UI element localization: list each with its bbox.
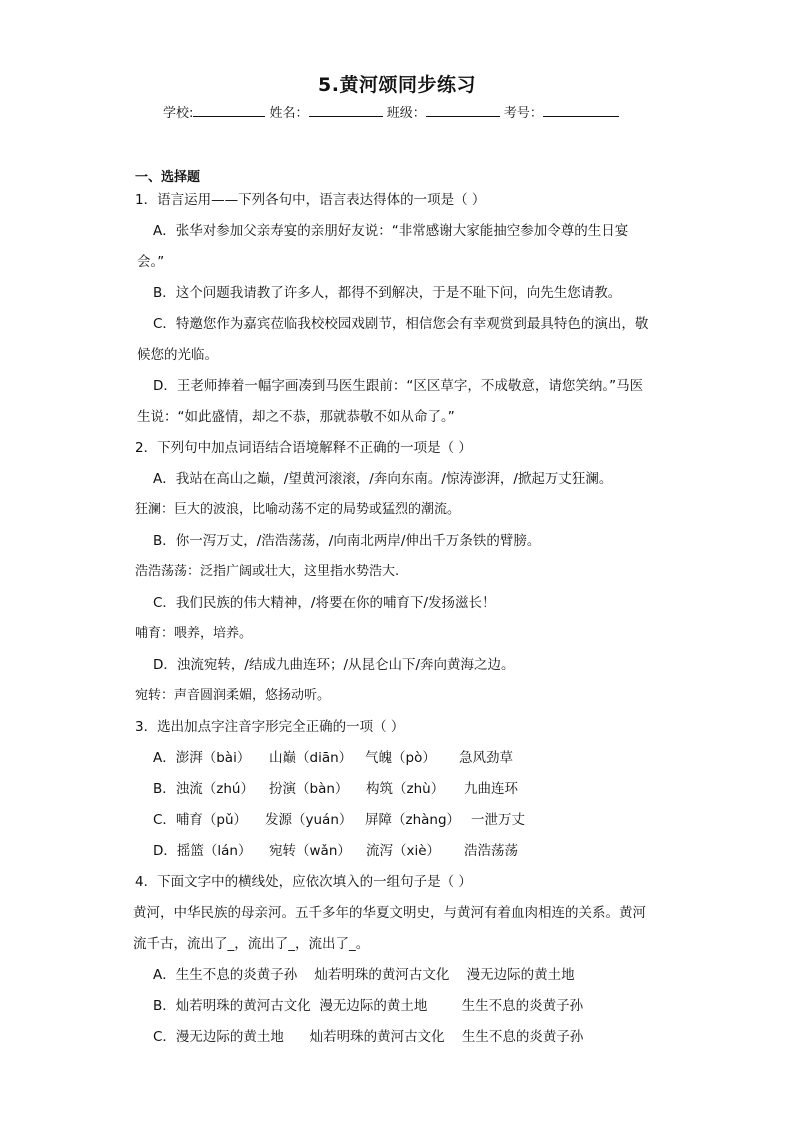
q3-b-item3: 构筑（zhù） xyxy=(366,781,445,797)
q3-d-item2: 宛转（wǎn） xyxy=(269,843,351,859)
q3-c-item2: 发源（yuán） xyxy=(265,812,353,828)
q1-stem: 1．语言运用——下列各句中，语言表达得体的一项是（ ） xyxy=(135,192,486,208)
q4-passage-line2: 流千古，流出了_，流出了_，流出了_。 xyxy=(133,936,370,952)
q2-option-d: D．浊流宛转，/结成九曲连环；/从昆仑山下/奔向黄海之边。 xyxy=(153,657,515,673)
q2-option-d-note: 宛转：声音圆润柔媚，悠扬动听。 xyxy=(135,688,331,703)
q4-passage-line1: 黄河，中华民族的母亲河。五千多年的华夏文明史，与黄河有着血肉相连的关系。黄河 xyxy=(133,905,646,921)
student-info-row xyxy=(163,102,643,121)
q1-option-b: B．这个问题我请教了许多人，都得不到解决，于是不耻下问，向先生您请教。 xyxy=(153,285,622,301)
q2-option-b: B．你一泻万丈，/浩浩荡荡，/向南北两岸/伸出千万条铁的臂膀。 xyxy=(153,533,541,549)
q3-a-item2: 山巅（diān） xyxy=(269,750,353,766)
q3-option-c xyxy=(153,810,525,830)
q1-option-c-cont: 候您的光临。 xyxy=(137,347,218,363)
q3-b-item4: 九曲连环 xyxy=(464,781,518,797)
q3-c-item4: 一泄万丈 xyxy=(471,812,525,828)
q3-a-item3: 气魄（pò） xyxy=(365,750,436,766)
q3-option-a xyxy=(153,748,513,768)
q3-c-item3: 屏障（zhàng） xyxy=(365,812,461,828)
q2-stem: 2．下列句中加点词语结合语境解释不正确的一项是（ ） xyxy=(135,440,472,456)
school-blank[interactable] xyxy=(193,102,265,117)
q3-option-b xyxy=(153,779,518,799)
q2-option-c-note: 哺育：喂养，培养。 xyxy=(135,626,253,641)
q3-option-d xyxy=(153,841,518,861)
q3-b-item1: B．浊流（zhú） xyxy=(153,781,254,797)
school-label: 学校: xyxy=(163,106,194,121)
q1-option-c: C．特邀您作为嘉宾莅临我校校园戏剧节，相信您会有幸观赏到最具特色的演出，敬 xyxy=(153,316,649,332)
q3-d-item3: 流泻（xiè） xyxy=(366,843,441,859)
name-label: 姓名： xyxy=(269,106,309,121)
q3-a-item4: 急风劲草 xyxy=(459,750,513,766)
q2-option-c: C．我们民族的伟大精神，/将要在你的哺育下/发扬滋长！ xyxy=(153,595,496,611)
page-title: 5.黄河颂同步练习 xyxy=(318,74,476,96)
q4-stem: 4．下面文字中的横线处，应依次填入的一组句子是（ ） xyxy=(135,874,472,890)
q4-option-b: B．灿若明珠的黄河古文化 漫无边际的黄土地 生生不息的炎黄子孙 xyxy=(153,998,584,1014)
exam-number-blank[interactable] xyxy=(543,102,619,117)
section-heading: 一、选择题 xyxy=(135,170,201,185)
q3-a-item1: A．澎湃（bài） xyxy=(153,750,251,766)
name-blank[interactable] xyxy=(309,102,383,117)
q3-d-item1: D．摇篮（lán） xyxy=(153,843,252,859)
q2-option-b-note: 浩浩荡荡：泛指广阔或壮大，这里指水势浩大. xyxy=(135,564,400,579)
q4-option-a: A．生生不息的炎黄子孙 灿若明珠的黄河古文化 漫无边际的黄土地 xyxy=(153,967,575,983)
q3-c-item1: C．哺育（pǔ） xyxy=(153,812,248,828)
q3-b-item2: 扮演（bàn） xyxy=(269,781,349,797)
q2-option-a-note: 狂澜：巨大的波浪，比喻动荡不定的局势或猛烈的潮流。 xyxy=(135,502,461,517)
q1-option-a: A．张华对参加父亲寿宴的亲朋好友说：“非常感谢大家能抽空参加令尊的生日宴 xyxy=(153,223,629,239)
class-blank[interactable] xyxy=(426,102,500,117)
q3-d-item4: 浩浩荡荡 xyxy=(464,843,518,859)
class-label: 班级： xyxy=(386,106,426,121)
q2-option-a: A．我站在高山之巅，/望黄河滚滚，/奔向东南。/惊涛澎湃，/掀起万丈狂澜。 xyxy=(153,471,613,487)
q1-option-d: D．王老师捧着一幅字画凑到马医生跟前：“区区草字，不成敬意，请您笑纳。”马医 xyxy=(153,378,644,394)
exam-number-label: 考号： xyxy=(503,106,543,121)
q4-option-c: C．漫无边际的黄土地 灿若明珠的黄河古文化 生生不息的炎黄子孙 xyxy=(153,1029,584,1045)
q3-stem: 3．选出加点字注音字形完全正确的一项（ ） xyxy=(135,719,405,735)
q1-option-d-cont: 生说：“如此盛情，却之不恭，那就恭敬不如从命了。” xyxy=(137,409,455,425)
q1-option-a-cont: 会。” xyxy=(137,254,165,270)
